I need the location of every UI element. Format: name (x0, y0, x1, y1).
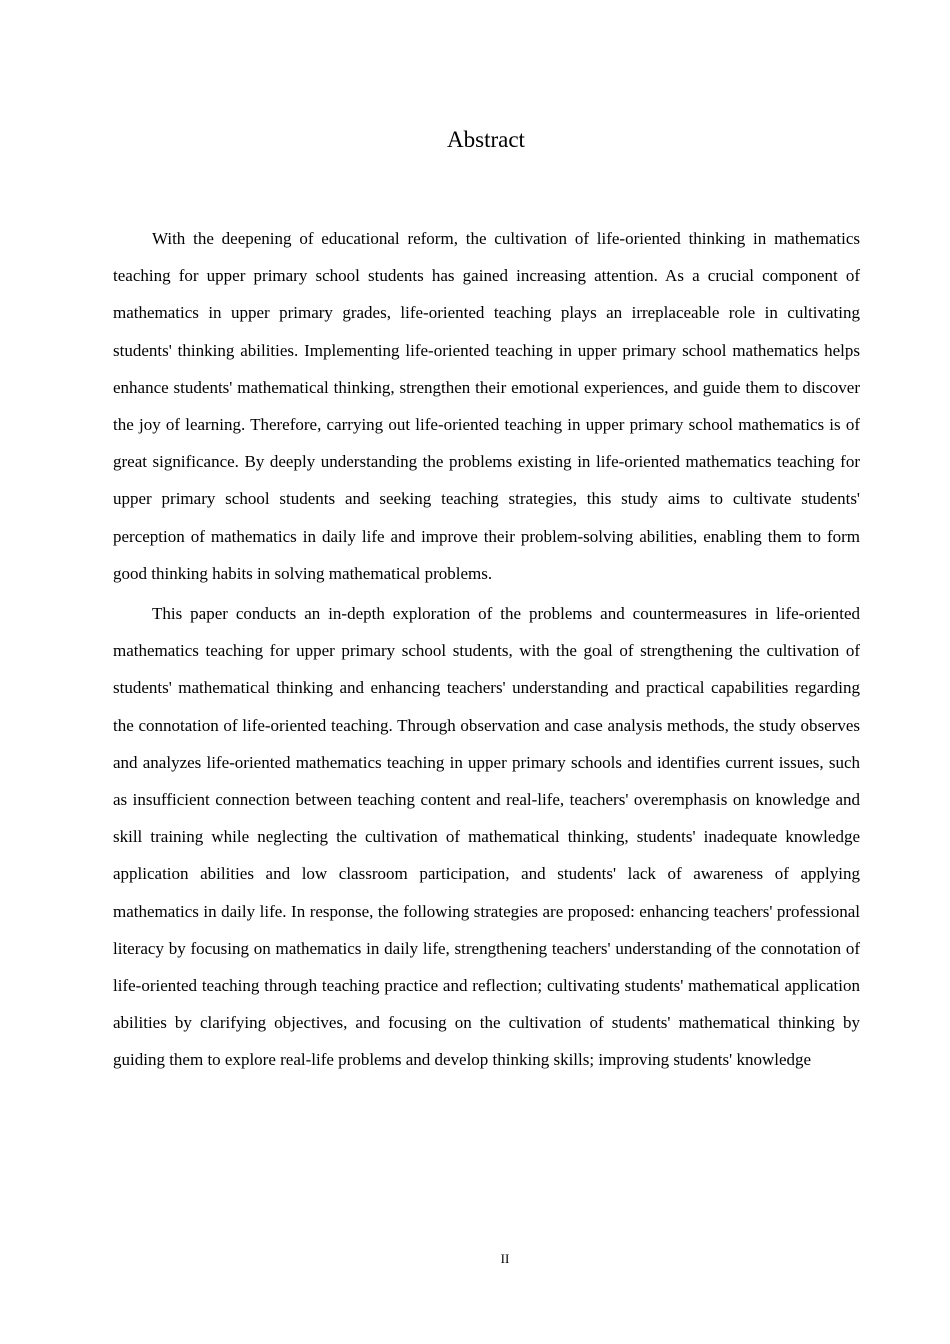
abstract-paragraph-1: With the deepening of educational reform, the cultivation of life-oriented thinking in mathematics teaching for upper primary school students has gained increasing attention. As a crucial component of mathematics in upper primary grades, life-oriented teaching plays an irreplaceable role in cultivating students' thinking abilities. Implementing life-oriented teaching in upper primary school mathematics helps enhance students' mathematical thinking, strengthen their emotional experiences, and guide them to discover the joy of learning. Therefore, carrying out life-oriented teaching in upper primary school mathematics is of great significance. By deeply understanding the problems existing in life-oriented mathematics teaching for upper primary school students and seeking teaching strategies, this study aims to cultivate students' perception of mathematics in daily life and improve their problem-solving abilities, enabling them to form good thinking habits in solving mathematical problems. (113, 229, 860, 583)
abstract-paragraph-2: This paper conducts an in-depth exploration of the problems and countermeasures in life-oriented mathematics teaching for upper primary school students, with the goal of strengthening the cultivation of students' mathematical thinking and enhancing teachers' understanding and practical capabilities regarding the connotation of life-oriented teaching. Through observation and case analysis methods, the study observes and analyzes life-oriented mathematics teaching in upper primary schools and identifies current issues, such as insufficient connection between teaching content and real-life, teachers' overemphasis on knowledge and skill training while neglecting the cultivation of mathematical thinking, students' inadequate knowledge application abilities and low classroom participation, and students' lack of awareness of applying mathematics in daily life. In response, the following strategies are proposed: enhancing teachers' professional literacy by focusing on mathematics in daily life, strengthening teachers' understanding of the connotation of life-oriented teaching through teaching practice and reflection; cultivating students' mathematical application abilities by clarifying objectives, and focusing on the cultivation of students' mathematical thinking by guiding them to explore real-life problems and develop thinking skills; improving students' knowledge (113, 604, 860, 1070)
page-number: II (500, 1251, 510, 1266)
abstract-title: Abstract (447, 127, 525, 152)
abstract-body (113, 220, 860, 1082)
